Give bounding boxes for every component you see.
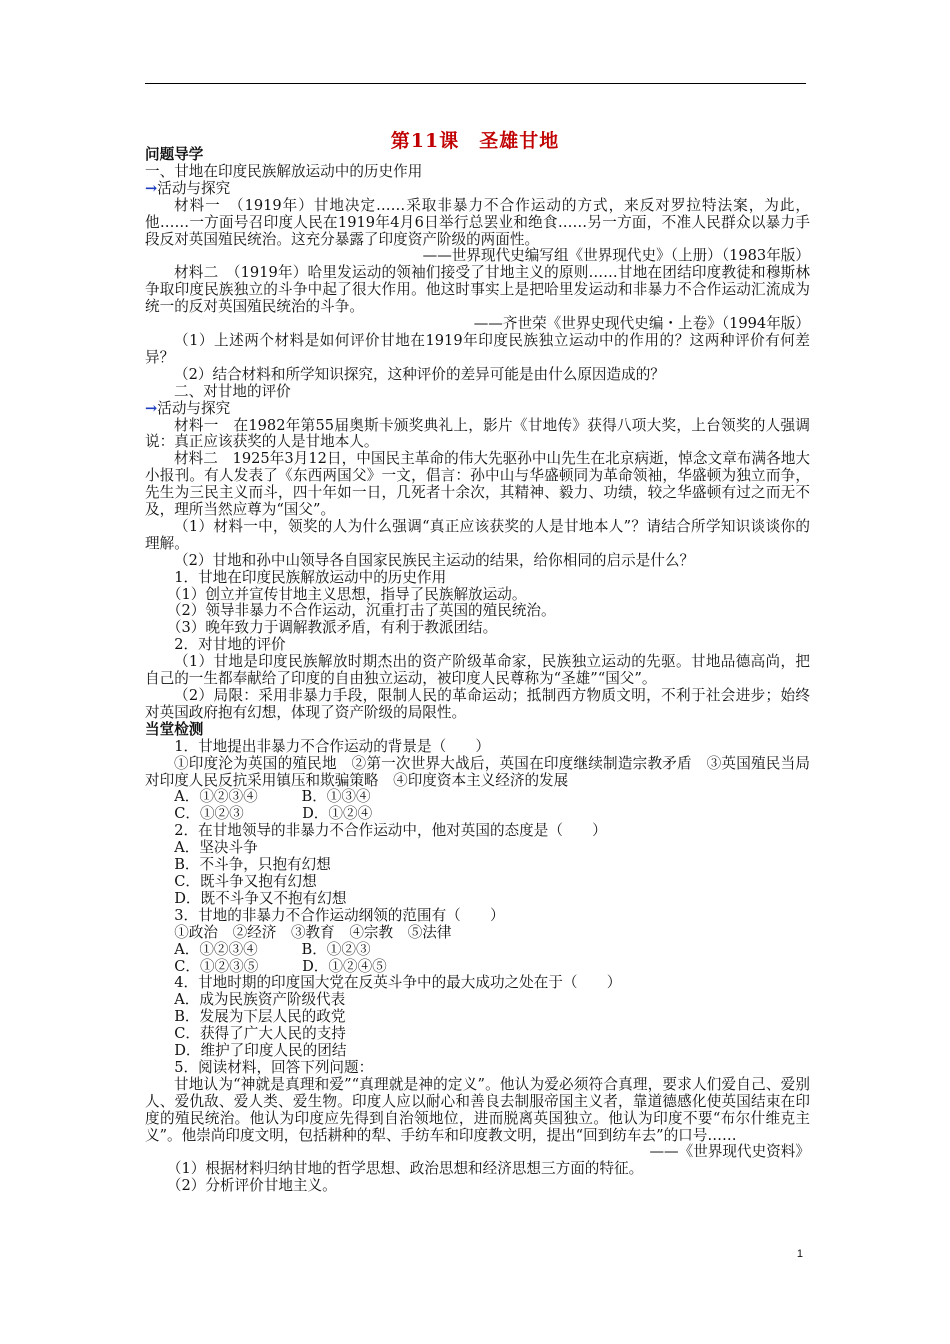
question-line: 二、对甘地的评价 (174, 382, 291, 400)
text-line: A．①②③④ B．①③④ (145, 788, 371, 806)
text-line: 3．甘地的非暴力不合作运动纲领的范围有（ ） (145, 906, 505, 924)
text-line: 2．在甘地领导的非暴力不合作运动中，他对英国的态度是（ ） (145, 822, 607, 840)
paragraph: （2）局限：采用非暴力手段，限制人民的革命运动；抵制西方物质文明，不利于社会进步；始终对英国政府抱有幻想，体现了资产阶级的局限性。 (145, 687, 810, 721)
arrow-icon: → (145, 399, 158, 417)
text-line: 4．甘地时期的印度国大党在反英斗争中的最大成功之处在于（ ） (145, 974, 622, 992)
text-line: （2）领导非暴力不合作运动，沉重打击了英国的殖民统治。 (145, 602, 556, 620)
paragraph: 材料一 在1982年第55届奥斯卡颁奖典礼上，影片《甘地传》获得八项大奖，上台领奖的人强调说：真正应该获奖的人是甘地本人。 (145, 416, 810, 451)
source-citation: ——《世界现代史资料》 (649, 1143, 810, 1161)
activity-heading (145, 401, 810, 418)
text-line: （3）晚年致力于调解教派矛盾，有利于教派团结。 (145, 619, 498, 637)
text-line: 5．阅读材料，回答下列问题： (145, 1058, 374, 1076)
paragraph: （2）甘地和孙中山领导各自国家民族民主运动的结果，给你相同的启示是什么？ (174, 551, 695, 569)
text-line: 1．甘地在印度民族解放运动中的历史作用 (145, 568, 447, 586)
page-number: 1 (796, 1248, 803, 1260)
text-line: A．①②③④ B．①②③ (145, 940, 371, 958)
text-line: 2．对甘地的评价 (145, 636, 286, 654)
paragraph: ①印度沦为英国的殖民地 ②第一次世界大战后，英国在印度继续制造宗教矛盾 ③英国殖民当局对印度人民反抗采用镇压和欺骗策略 ④印度资本主义经济的发展 (145, 754, 810, 789)
text-line: ①政治 ②经济 ③教育 ④宗教 ⑤法律 (145, 923, 452, 941)
text-line: A．坚决斗争 (145, 839, 258, 857)
activity-label: 活动与探究 (157, 399, 231, 417)
question-line: （2）结合材料和所学知识探究，这种评价的差异可能是由什么原因造成的？ (174, 365, 665, 383)
document-body (145, 147, 810, 1195)
page-title: 第11课 圣雄甘地 (390, 130, 560, 152)
activity-label: 活动与探究 (157, 179, 231, 197)
paragraph: （1）材料一中，领奖的人为什么强调“真正应该获奖的人是甘地本人”？请结合所学知识谈谈你的理解。 (145, 517, 810, 552)
text-line: （2）分析评价甘地主义。 (145, 1177, 337, 1195)
text-line: 1．甘地提出非暴力不合作运动的背景是（ ） (145, 737, 490, 755)
text-line: C．获得了广大人民的支持 (145, 1025, 346, 1043)
text-line: 一、甘地在印度民族解放运动中的历史作用 (145, 162, 423, 180)
source-citation: ——世界现代史编写组《世界现代史》（上册）（1983年版） (422, 247, 810, 265)
text-line: C．①②③ D．①②④ (145, 805, 373, 823)
paragraph: 甘地认为“神就是真理和爱”“真理就是神的定义”。他认为爱必须符合真理，要求人们爱自己、爱别人、爱仇敌、爱人类、爱生物。印度人应以耐心和善良去制服帝国主义者，靠道德感化使英国结束在印度的殖民统治。他认为印度应先得到自治领地位，进而脱离英国独立。他认为印度不要“布尔什维克主义”。他崇尚印度文明，包括耕种的犁、手纺车和印度教文明，提出“回到纺车去”的口号…… (145, 1075, 810, 1144)
text-line: C．既斗争又抱有幻想 (145, 872, 317, 890)
text-line: D．既不斗争又不抱有幻想 (145, 889, 347, 907)
text-line: （1）根据材料归纳甘地的哲学思想、政治思想和经济思想三方面的特征。 (145, 1160, 644, 1178)
section-heading: 当堂检测 (145, 720, 204, 738)
paragraph: 材料一 （1919年）甘地决定……采取非暴力不合作运动的方式，来反对罗拉特法案，为此，他……一方面号召印度人民在1919年4月6日举行总罢业和绝食……另一方面，不准人民群众以暴力手段反对英国殖民统治。这充分暴露了印度资产阶级的两面性。 (145, 196, 810, 248)
section-heading: 问题导学 (145, 146, 204, 163)
text-line: A．成为民族资产阶级代表 (145, 991, 346, 1009)
paragraph: （1）上述两个材料是如何评价甘地在1919年印度民族独立运动中的作用的？这两种评价有何差异？ (145, 331, 810, 366)
text-line: B．发展为下层人民的政党 (145, 1008, 346, 1026)
text-line: D．维护了印度人民的团结 (145, 1042, 347, 1060)
text-line: B．不斗争，只抱有幻想 (145, 856, 331, 874)
text-line: （1）创立并宣传甘地主义思想，指导了民族解放运动。 (145, 585, 527, 603)
activity-heading (145, 181, 810, 198)
paragraph: 材料二 1925年3月12日，中国民主革命的伟大先驱孙中山先生在北京病逝，悼念文章布满各地大小报刊。有人发表了《东西两国父》一文，倡言：孙中山与华盛顿同为革命领袖，华盛顿为独立而争，先生为三民主义而斗，四十年如一日，几死者十余次，其精神、毅力、功绩，较之华盛顿有过之而无不及，理所当然应尊为“国父”。 (145, 450, 810, 519)
header-rule (145, 83, 806, 84)
text-line: C．①②③⑤ D．①②④⑤ (145, 957, 387, 975)
source-citation: ——齐世荣《世界史现代史编・上卷》（1994年版） (473, 315, 810, 333)
arrow-icon: → (145, 179, 158, 197)
paragraph: （1）甘地是印度民族解放时期杰出的资产阶级革命家，民族独立运动的先驱。甘地品德高尚，把自己的一生都奉献给了印度的自由独立运动，被印度人民尊称为“圣雄”“国父”。 (145, 653, 810, 688)
paragraph: 材料二 （1919年）哈里发运动的领袖们接受了甘地主义的原则……甘地在团结印度教徒和穆斯林争取印度民族独立的斗争中起了很大作用。他这时事实上是把哈里发运动和非暴力不合作运动汇流成为统一的反对英国殖民统治的斗争。 (145, 264, 810, 316)
